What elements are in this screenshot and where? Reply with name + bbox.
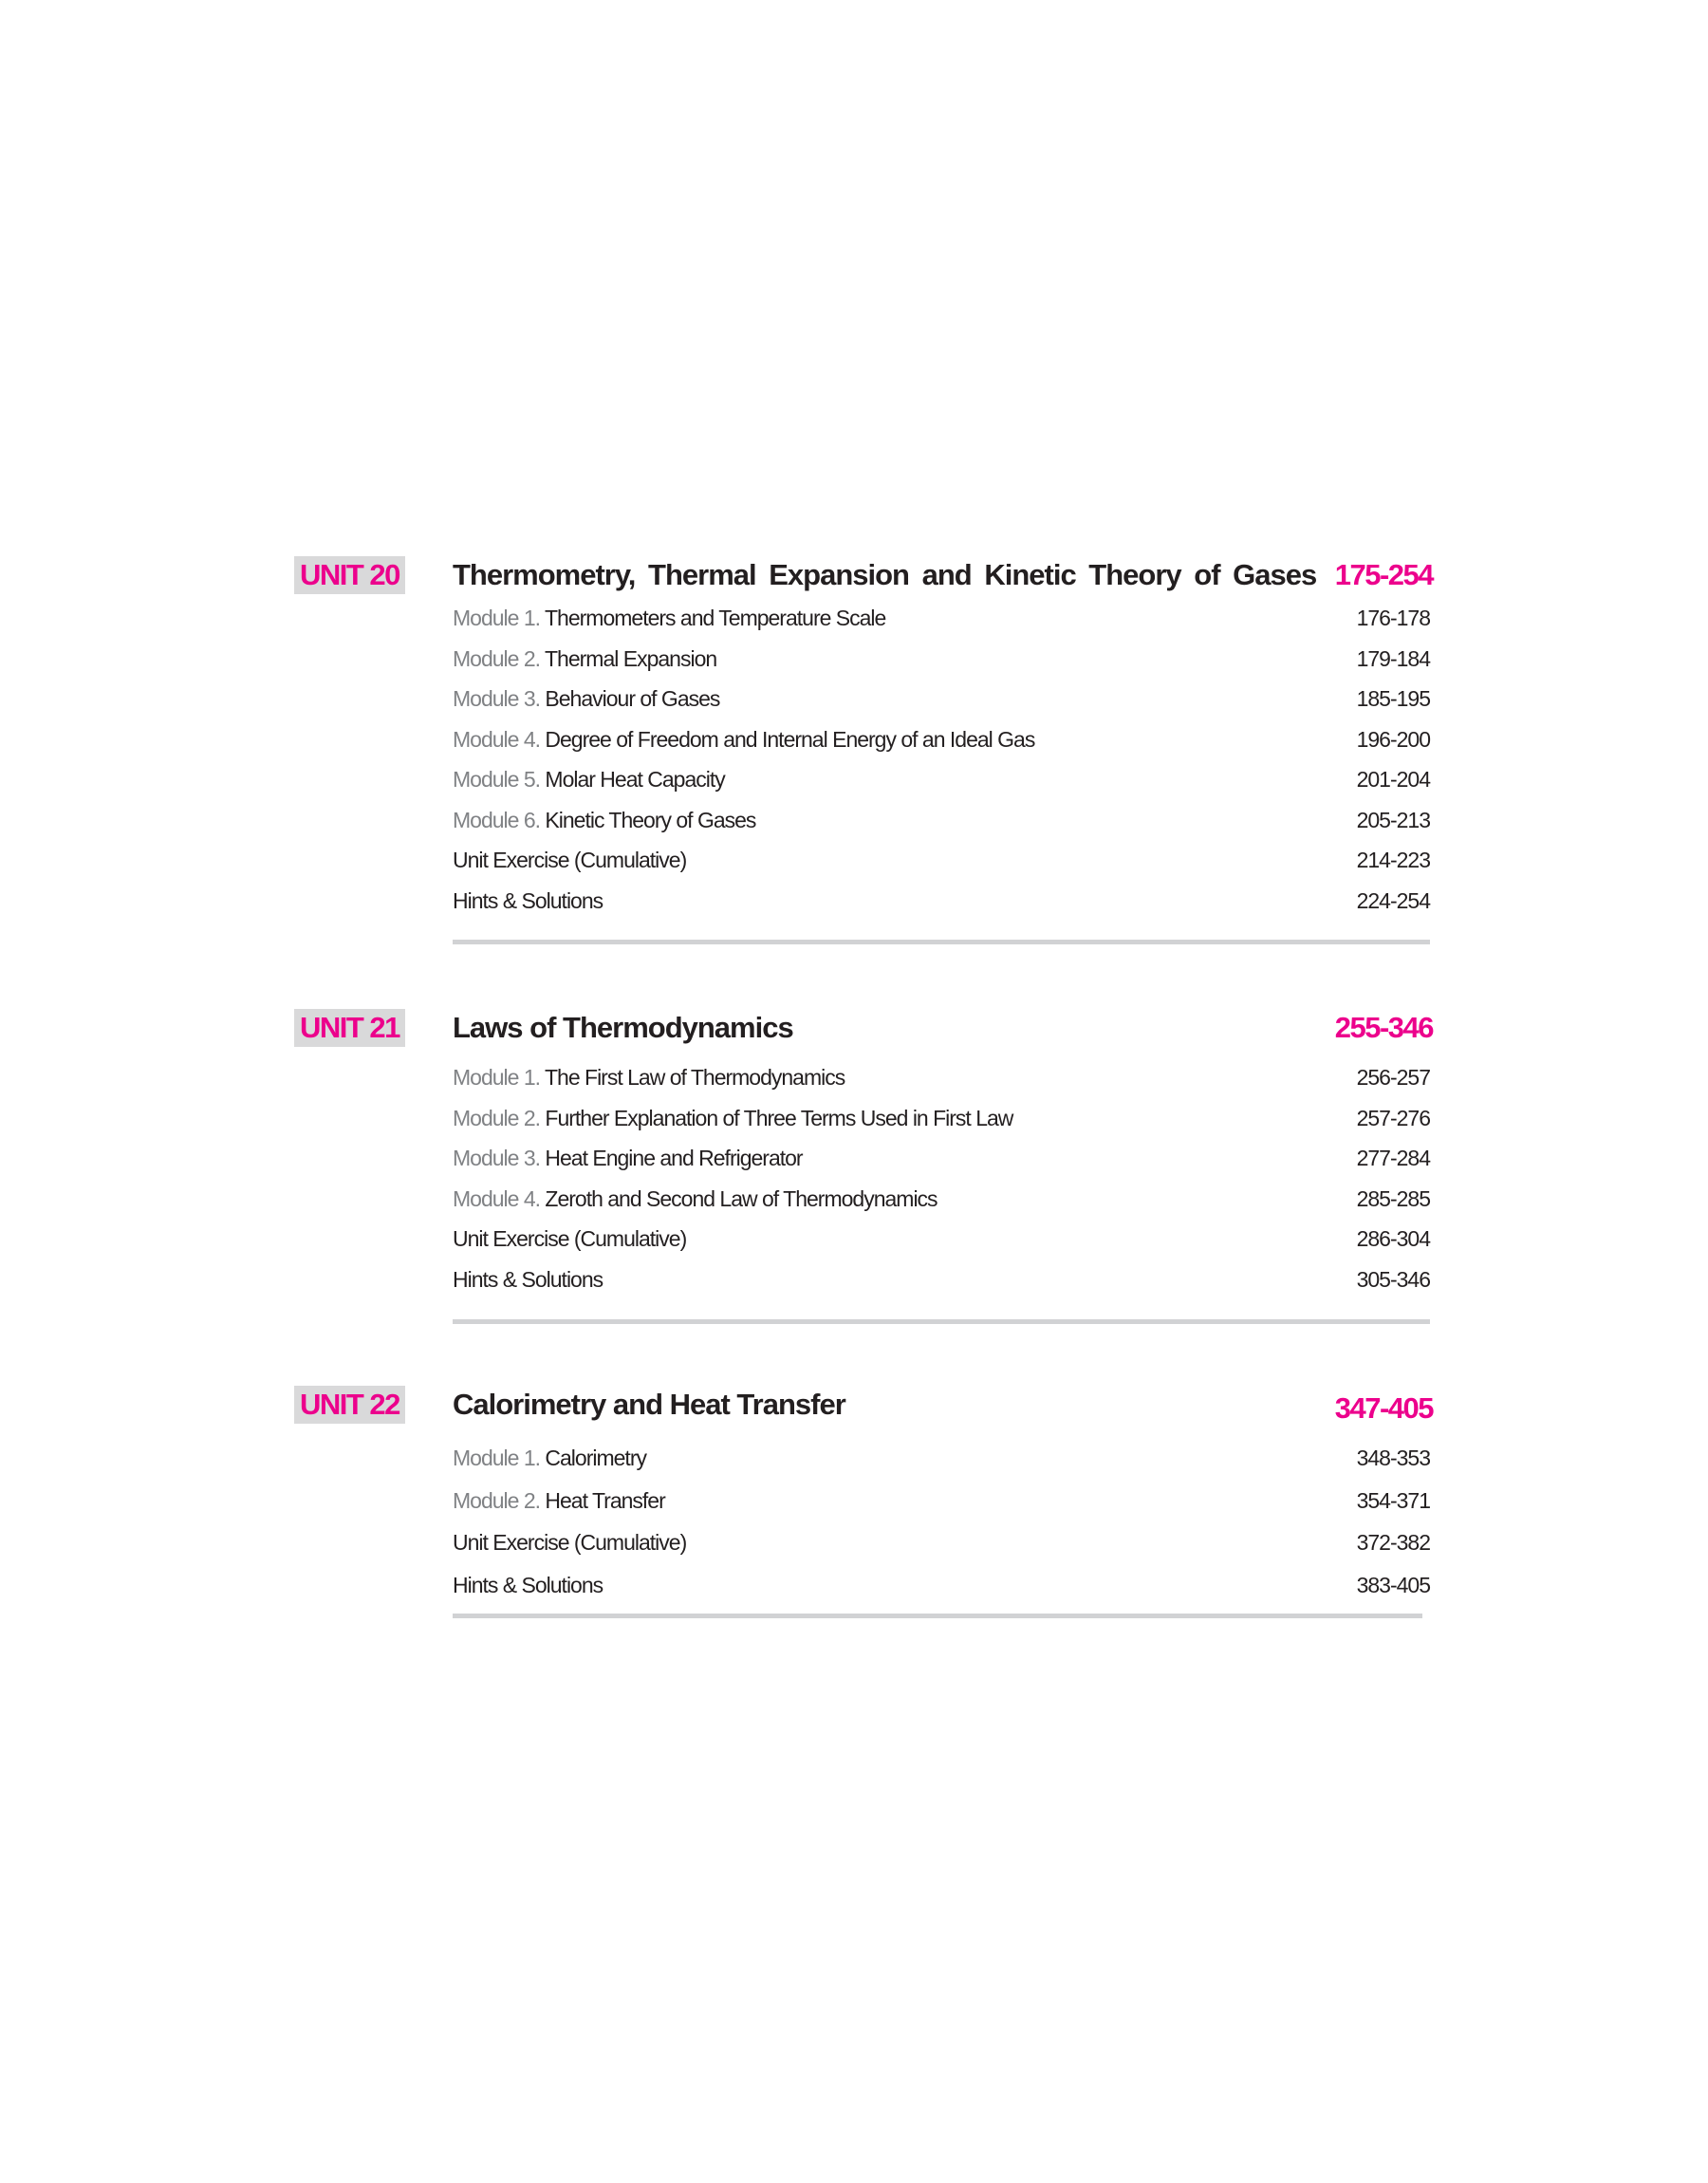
unit-label: UNIT 22: [294, 1386, 405, 1424]
toc-entry: [453, 1437, 1430, 1480]
toc-entry: [453, 1219, 1430, 1259]
module-page-range: 176-178: [1356, 606, 1430, 630]
module-title: Further Explanation of Three Terms Used in First Law: [545, 1105, 1013, 1130]
toc-entry: [453, 881, 1430, 922]
module-page-range: 354-371: [1356, 1487, 1430, 1513]
module-number: Module 1.: [453, 606, 541, 630]
toc-entry: [453, 598, 1430, 639]
unit-title: Laws of Thermodynamics: [453, 1011, 793, 1044]
toc-entry: [453, 1098, 1430, 1139]
module-title: Degree of Freedom and Internal Energy of an Ideal Gas: [545, 726, 1035, 752]
toc-entry: [453, 1564, 1430, 1607]
section-divider: [453, 1614, 1422, 1618]
module-title: Thermal Expansion: [545, 645, 717, 671]
module-list: [453, 598, 1430, 921]
module-page-range: 305-346: [1356, 1266, 1430, 1292]
unit-label: UNIT 20: [294, 556, 405, 594]
module-page-range: 256-257: [1356, 1065, 1430, 1090]
section-divider: [453, 940, 1430, 944]
module-title: Hints & Solutions: [453, 1266, 603, 1292]
unit-page-range: 255-346: [1334, 1011, 1433, 1044]
toc-entry: [453, 1138, 1430, 1179]
module-list: [453, 1057, 1430, 1299]
toc-entry: [453, 840, 1430, 881]
module-page-range: 277-284: [1356, 1146, 1430, 1170]
module-number: Module 4.: [453, 726, 541, 752]
module-page-range: 348-353: [1356, 1446, 1430, 1470]
module-page-range: 214-223: [1356, 848, 1430, 872]
module-title: Zeroth and Second Law of Thermodynamics: [545, 1185, 938, 1211]
module-title: Molar Heat Capacity: [545, 767, 725, 792]
toc-entry: [453, 1179, 1430, 1220]
module-number: Module 3.: [453, 1146, 541, 1170]
toc-entry: [453, 759, 1430, 800]
module-number: Module 5.: [453, 767, 541, 792]
section-divider: [453, 1319, 1430, 1324]
module-title: Unit Exercise (Cumulative): [453, 1530, 687, 1555]
module-page-range: 372-382: [1356, 1530, 1430, 1555]
module-title: Unit Exercise (Cumulative): [453, 848, 687, 872]
module-title: The First Law of Thermodynamics: [545, 1065, 845, 1090]
module-number: Module 3.: [453, 686, 541, 711]
toc-entry: [453, 719, 1430, 760]
toc-entry: [453, 1480, 1430, 1522]
module-number: Module 4.: [453, 1185, 541, 1211]
module-page-range: 224-254: [1356, 887, 1430, 913]
module-page-range: 185-195: [1356, 686, 1430, 711]
toc-entry: [453, 800, 1430, 841]
module-title: Heat Engine and Refrigerator: [545, 1146, 803, 1170]
module-number: Module 2.: [453, 1105, 541, 1130]
module-title: Thermometers and Temperature Scale: [545, 606, 886, 630]
toc-entry: [453, 639, 1430, 680]
toc-entry: [453, 1057, 1430, 1098]
unit-title: Calorimetry and Heat Transfer: [453, 1388, 845, 1421]
toc-entry: [453, 679, 1430, 719]
module-page-range: 257-276: [1356, 1105, 1430, 1130]
module-page-range: 383-405: [1356, 1572, 1430, 1597]
module-title: Kinetic Theory of Gases: [545, 807, 756, 832]
unit-title: Thermometry, Thermal Expansion and Kinetic Theory of Gases: [453, 558, 1317, 591]
unit-label: UNIT 21: [294, 1009, 405, 1047]
module-title: Unit Exercise (Cumulative): [453, 1226, 687, 1251]
module-number: Module 1.: [453, 1446, 541, 1470]
module-page-range: 201-204: [1356, 767, 1430, 792]
module-title: Heat Transfer: [545, 1487, 665, 1513]
module-number: Module 6.: [453, 807, 541, 832]
module-number: Module 2.: [453, 1487, 541, 1513]
module-page-range: 179-184: [1356, 645, 1430, 671]
module-title: Behaviour of Gases: [545, 686, 720, 711]
module-list: [453, 1437, 1430, 1606]
toc-entry: [453, 1521, 1430, 1564]
module-title: Hints & Solutions: [453, 887, 603, 913]
toc-entry: [453, 1259, 1430, 1300]
module-page-range: 196-200: [1356, 726, 1430, 752]
module-number: Module 2.: [453, 645, 541, 671]
unit-page-range: 347-405: [1334, 1391, 1433, 1425]
module-page-range: 205-213: [1356, 807, 1430, 832]
module-title: Hints & Solutions: [453, 1572, 603, 1597]
module-title: Calorimetry: [545, 1446, 646, 1470]
unit-page-range: 175-254: [1334, 558, 1433, 591]
module-number: Module 1.: [453, 1065, 541, 1090]
module-page-range: 286-304: [1356, 1226, 1430, 1251]
module-page-range: 285-285: [1356, 1185, 1430, 1211]
